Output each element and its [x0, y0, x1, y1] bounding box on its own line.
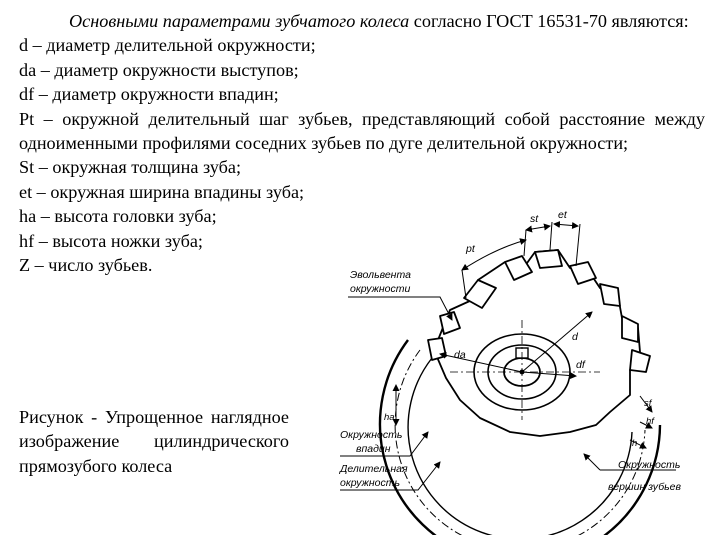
label-pitch-circle-1: Делительная: [340, 463, 408, 475]
label-st: st: [530, 213, 539, 225]
intro-italic: Основными параметрами зубчатого колеса: [69, 11, 410, 31]
param-ha: ha – высота головки зуба;: [19, 206, 217, 227]
label-h: h: [632, 438, 638, 449]
label-df: df: [576, 359, 585, 371]
label-tip-circle-1: Окружность: [618, 459, 681, 471]
param-pt: Pt – окружной делительный шаг зубьев, представляющий собой расстояние между одноименными профилями соседних зубьев по дуге делительной окружности;: [19, 108, 705, 154]
label-tip-circle-2: вершин зубьев: [608, 481, 681, 493]
figure-caption: Рисунок - Упрощенное наглядное изображение цилиндрического прямозубого колеса: [19, 407, 289, 476]
param-hf: hf – высота ножки зуба;: [19, 230, 203, 251]
param-df: df – диаметр окружности впадин;: [19, 84, 279, 105]
label-evolvent-1: Эвольвента: [350, 269, 411, 281]
label-pitch-circle-2: окружность: [340, 477, 401, 489]
label-pt: pt: [466, 243, 475, 255]
label-da: da: [454, 349, 466, 361]
label-evolvent-2: окружности: [350, 283, 411, 295]
param-d: d – диаметр делительной окружности;: [19, 35, 316, 56]
label-et: et: [558, 209, 567, 221]
param-st: St – окружная толщина зуба;: [19, 157, 242, 178]
label-hf: hf: [646, 416, 654, 427]
intro-rest: согласно ГОСТ 16531-70 являются:: [409, 11, 689, 31]
param-z: Z – число зубьев.: [19, 255, 153, 276]
param-da: da – диаметр окружности выступов;: [19, 59, 299, 80]
gear-figure: [300, 200, 720, 535]
label-root-circle-2: впадин: [356, 443, 391, 455]
label-sf: sf: [644, 398, 652, 409]
param-et: et – окружная ширина впадины зуба;: [19, 181, 305, 202]
intro-paragraph: [19, 9, 705, 33]
label-root-circle-1: Окружность: [340, 429, 403, 441]
label-ha: ha: [384, 412, 395, 423]
gear-drawing: [300, 200, 720, 535]
label-d: d: [572, 331, 578, 343]
